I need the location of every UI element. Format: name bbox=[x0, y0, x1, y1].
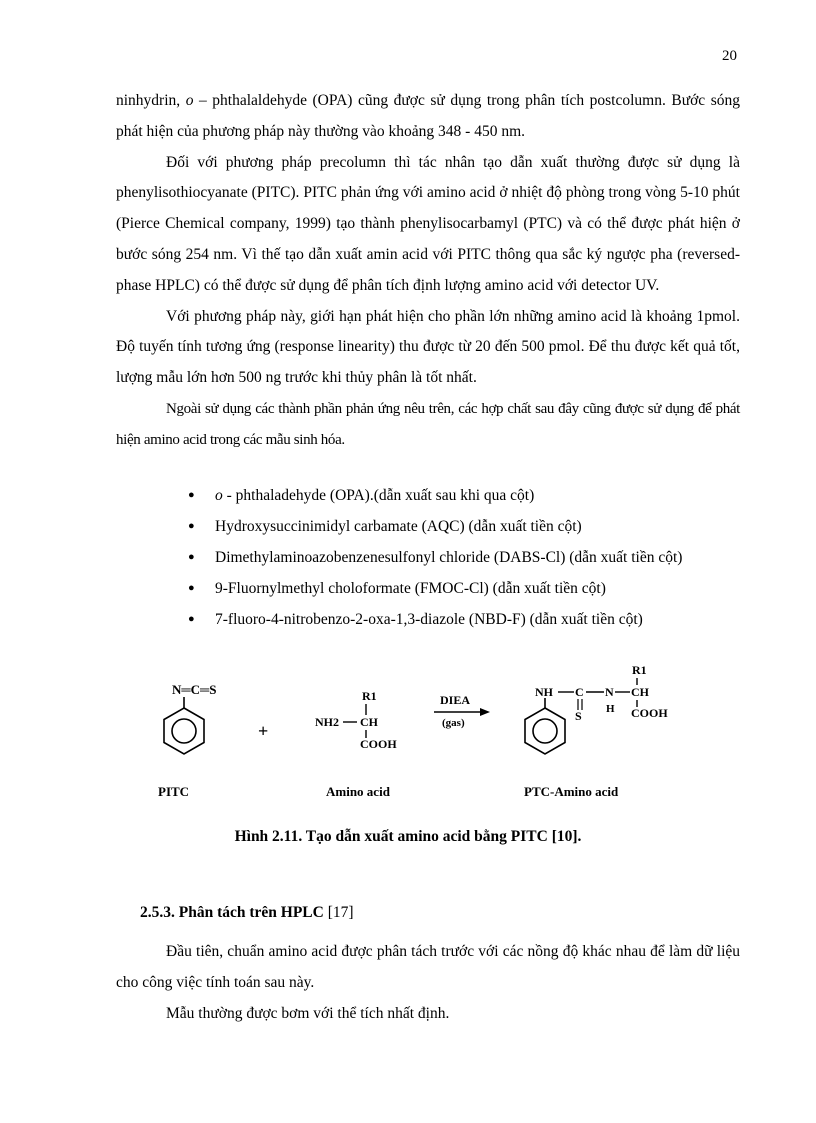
list-item bbox=[188, 542, 748, 573]
list-item bbox=[188, 573, 748, 604]
aa-carboxyl-group: COOH bbox=[360, 737, 397, 751]
body-text bbox=[116, 86, 740, 456]
pitc-isothiocyanate-group: N═C═S bbox=[172, 682, 217, 697]
list-item-text: Dimethylaminoazobenzenesulfonyl chloride (DABS-Cl) (dẫn xuất tiền cột) bbox=[215, 549, 683, 566]
product-nitrogen: N bbox=[605, 685, 614, 699]
product-r-group: R1 bbox=[632, 663, 647, 677]
label-amino-acid: Amino acid bbox=[326, 784, 390, 799]
paragraph-2: Đối với phương pháp precolumn thì tác nhân tạo dẫn xuất thường được sử dụng là phenylisothiocyanate (PITC). PITC phản ứng với amino acid ở nhiệt độ phòng trong vòng 5-10 phút (Pierce Chemical company, 1999) tạo thành phenylisocarbamyl (PTC) và có thể được phát hiện ở bước sóng 254 nm. Vì thế tạo dẫn xuất amin acid với PITC thông qua sắc ký ngược pha (reversed-phase HPLC) có thể được sử dụng để phân tích định lượng amino acid với detector UV. bbox=[116, 153, 740, 294]
p1-italic: o bbox=[185, 92, 194, 109]
paragraph-1 bbox=[116, 86, 740, 148]
list-item-text: 9-Fluornylmethyl choloformate (FMOC-Cl) (dẫn xuất tiền cột) bbox=[215, 580, 606, 597]
figure-caption: Hình 2.11. Tạo dẫn xuất amino acid bằng PITC [10]. bbox=[234, 828, 582, 845]
label-ptc-amino-acid: PTC-Amino acid bbox=[524, 784, 619, 799]
p1-start: ninhydrin, bbox=[116, 92, 186, 109]
paragraph-5: Đầu tiên, chuẩn amino acid được phân tách trước với các nồng độ khác nhau để làm dữ liệu cho công việc tính toán sau này. bbox=[116, 943, 740, 991]
product-alpha-carbon: CH bbox=[631, 685, 649, 699]
product-thiocarbonyl-carbon: C bbox=[575, 685, 584, 699]
paragraph-4: Ngoài sử dụng các thành phần phản ứng nêu trên, các hợp chất sau đây cũng được sử dụng để phát hiện amino acid trong các mẫu sinh hóa. bbox=[116, 400, 740, 448]
section-title: 2.5.3. Phân tách trên HPLC bbox=[140, 904, 324, 921]
page-number: 20 bbox=[722, 48, 737, 64]
product-carboxyl-group: COOH bbox=[631, 706, 668, 720]
list-item bbox=[188, 480, 748, 511]
section-body bbox=[116, 937, 740, 1029]
plus-sign: + bbox=[258, 721, 269, 741]
paragraph-3: Với phương pháp này, giới hạn phát hiện cho phần lớn những amino acid là khoảng 1pmol. Độ tuyến tính tương ứng (response linearity) thu được từ 20 đến 500 pmol. Để thu được kết quả tốt, lượng mẫu lớn hơn 500 ng trước khi thủy phân là tốt nhất. bbox=[116, 307, 740, 387]
list-item bbox=[188, 604, 748, 635]
arrow-condition: (gas) bbox=[442, 717, 465, 729]
list-item-italic: o bbox=[215, 487, 223, 504]
arrow-reagent: DIEA bbox=[440, 693, 471, 707]
compound-list bbox=[188, 480, 748, 635]
product-hydrogen: H bbox=[606, 703, 615, 715]
arrow-head-icon bbox=[480, 708, 490, 716]
product-sulfur: S bbox=[575, 709, 582, 723]
p1-rest: – phthalaldehyde (OPA) cũng được sử dụng trong phân tích postcolumn. Bước sóng phát hiện của phương pháp này thường vào khoảng 348 - 450 nm. bbox=[116, 92, 741, 140]
aa-amino-group: NH2 bbox=[315, 715, 339, 729]
section-reference: [17] bbox=[323, 904, 354, 921]
list-item-text: 7-fluoro-4-nitrobenzo-2-oxa-1,3-diazole (NBD-F) (dẫn xuất tiền cột) bbox=[215, 611, 643, 628]
list-item-text: Hydroxysuccinimidyl carbamate (AQC) (dẫn xuất tiền cột) bbox=[215, 518, 582, 535]
aa-alpha-carbon: CH bbox=[360, 715, 378, 729]
pitc-reaction-scheme bbox=[140, 660, 700, 810]
pitc-benzene-ring bbox=[164, 697, 204, 754]
label-pitc: PITC bbox=[158, 784, 190, 799]
product-benzene-ring bbox=[525, 698, 565, 754]
section-heading bbox=[140, 904, 354, 922]
list-item bbox=[188, 511, 748, 542]
aa-r-group: R1 bbox=[362, 689, 377, 703]
paragraph-6: Mẫu thường được bơm với thể tích nhất định. bbox=[166, 1004, 450, 1022]
product-nh: NH bbox=[535, 685, 553, 699]
list-item-text: - phthaladehyde (OPA).(dẫn xuất sau khi qua cột) bbox=[222, 487, 535, 504]
